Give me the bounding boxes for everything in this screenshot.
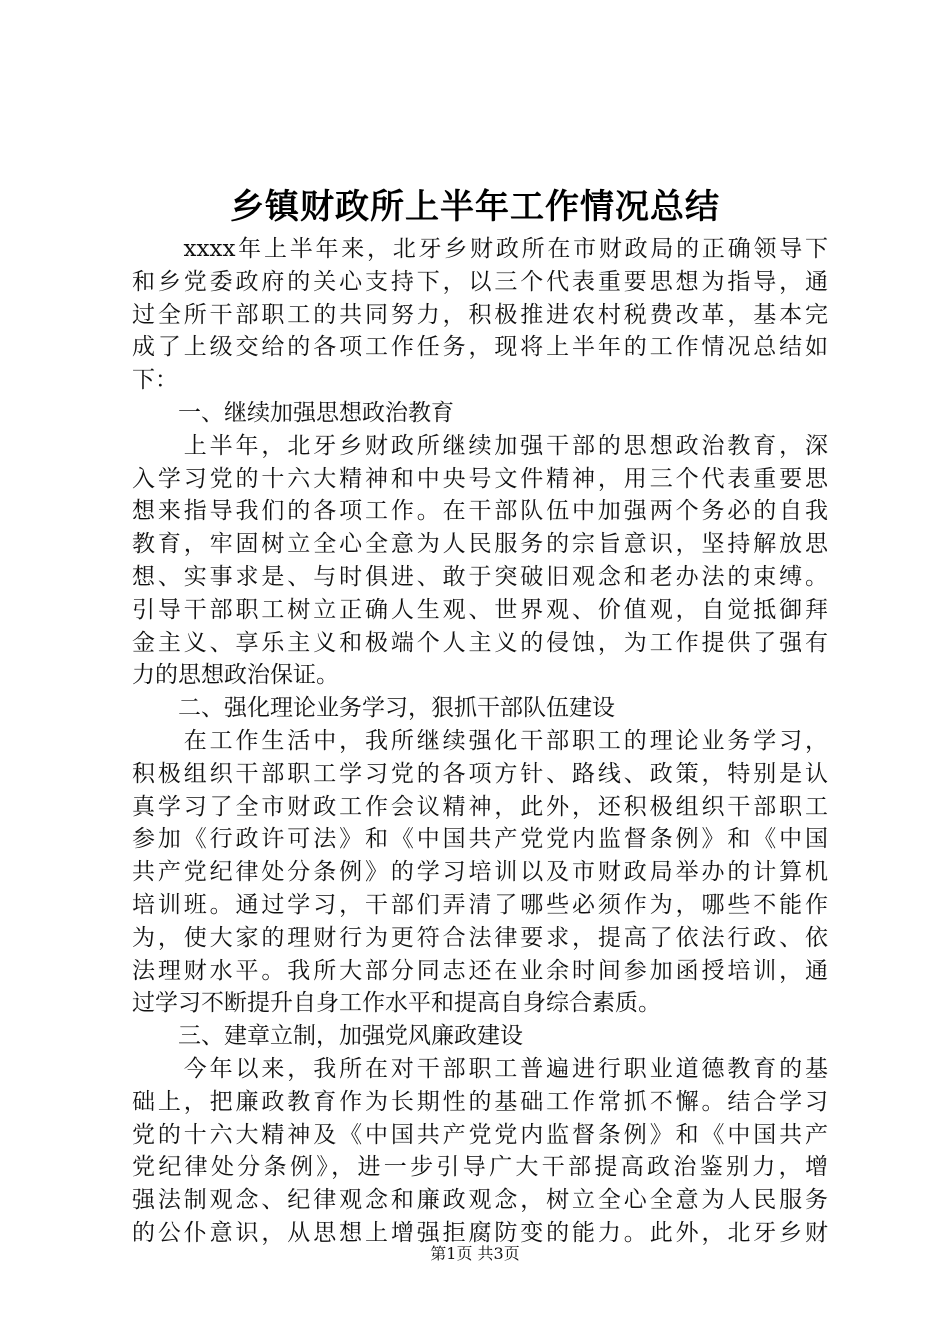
body-text-line: 党纪律处分条例》，进一步引导广大干部提高政治鉴别力，增 (132, 1154, 828, 1181)
body-text-line: 和乡党委政府的关心支持下，以三个代表重要思想为指导，通 (132, 268, 828, 295)
body-text-line: 力的思想政治保证。 (132, 662, 339, 689)
body-text-line: 在工作生活中，我所继续强化干部职工的理论业务学习， (132, 727, 828, 754)
body-text-line: 引导干部职工树立正确人生观、世界观、价值观，自觉抵御拜 (132, 596, 828, 623)
body-text-line: 二、强化理论业务学习，狠抓干部队伍建设 (132, 695, 615, 722)
body-text-line: 法理财水平。我所大部分同志还在业余时间参加函授培训，通 (132, 957, 828, 984)
body-text-line: 过全所干部职工的共同努力，积极推进农村税费改革，基本完 (132, 301, 828, 328)
body-text-line: 党的十六大精神及《中国共产党党内监督条例》和《中国共产 (132, 1121, 828, 1148)
body-text-line: 一、继续加强思想政治教育 (132, 399, 454, 426)
body-text-line: 础上，把廉政教育作为长期性的基础工作常抓不懈。结合学习 (132, 1088, 828, 1115)
body-text-line: 下： (132, 367, 178, 394)
body-text-line: 入学习党的十六大精神和中央号文件精神，用三个代表重要思 (132, 465, 828, 492)
body-text-line: 过学习不断提升自身工作水平和提高自身综合素质。 (132, 990, 661, 1017)
body-text-line: 为，使大家的理财行为更符合法律要求，提高了依法行政、依 (132, 924, 828, 951)
body-text-line: 金主义、享乐主义和极端个人主义的侵蚀，为工作提供了强有 (132, 629, 828, 656)
body-text-line: 三、建章立制，加强党风廉政建设 (132, 1023, 523, 1050)
body-text-line: 想、实事求是、与时俱进、敢于突破旧观念和老办法的束缚。 (132, 563, 828, 590)
body-text-line: 积极组织干部职工学习党的各项方针、路线、政策，特别是认 (132, 760, 828, 787)
document-body (132, 233, 828, 1250)
body-text-line: 上半年，北牙乡财政所继续加强干部的思想政治教育，深 (132, 432, 828, 459)
body-text-line: 培训班。通过学习，干部们弄清了哪些必须作为，哪些不能作 (132, 891, 828, 918)
body-text-line: 想来指导我们的各项工作。在干部队伍中加强两个务必的自我 (132, 498, 828, 525)
body-text-line: 真学习了全市财政工作会议精神，此外，还积极组织干部职工 (132, 793, 828, 820)
page-footer: 第1页 共3页 (430, 1244, 520, 1263)
body-text-line: 教育，牢固树立全心全意为人民服务的宗旨意识，坚持解放思 (132, 531, 828, 558)
body-text-line: 的公仆意识，从思想上增强拒腐防变的能力。此外，北牙乡财 (132, 1219, 828, 1246)
body-text-line: 成了上级交给的各项工作任务，现将上半年的工作情况总结如 (132, 334, 828, 361)
body-text-line: 共产党纪律处分条例》的学习培训以及市财政局举办的计算机 (132, 859, 828, 886)
body-text-line: xxxx年上半年来，北牙乡财政所在市财政局的正确领导下 (132, 236, 828, 262)
body-text-line: 强法制观念、纪律观念和廉政观念，树立全心全意为人民服务 (132, 1187, 828, 1214)
body-text-line: 参加《行政许可法》和《中国共产党党内监督条例》和《中国 (132, 826, 828, 853)
document-title: 乡镇财政所上半年工作情况总结 (230, 187, 720, 227)
body-text-line: 今年以来，我所在对干部职工普遍进行职业道德教育的基 (132, 1055, 828, 1082)
